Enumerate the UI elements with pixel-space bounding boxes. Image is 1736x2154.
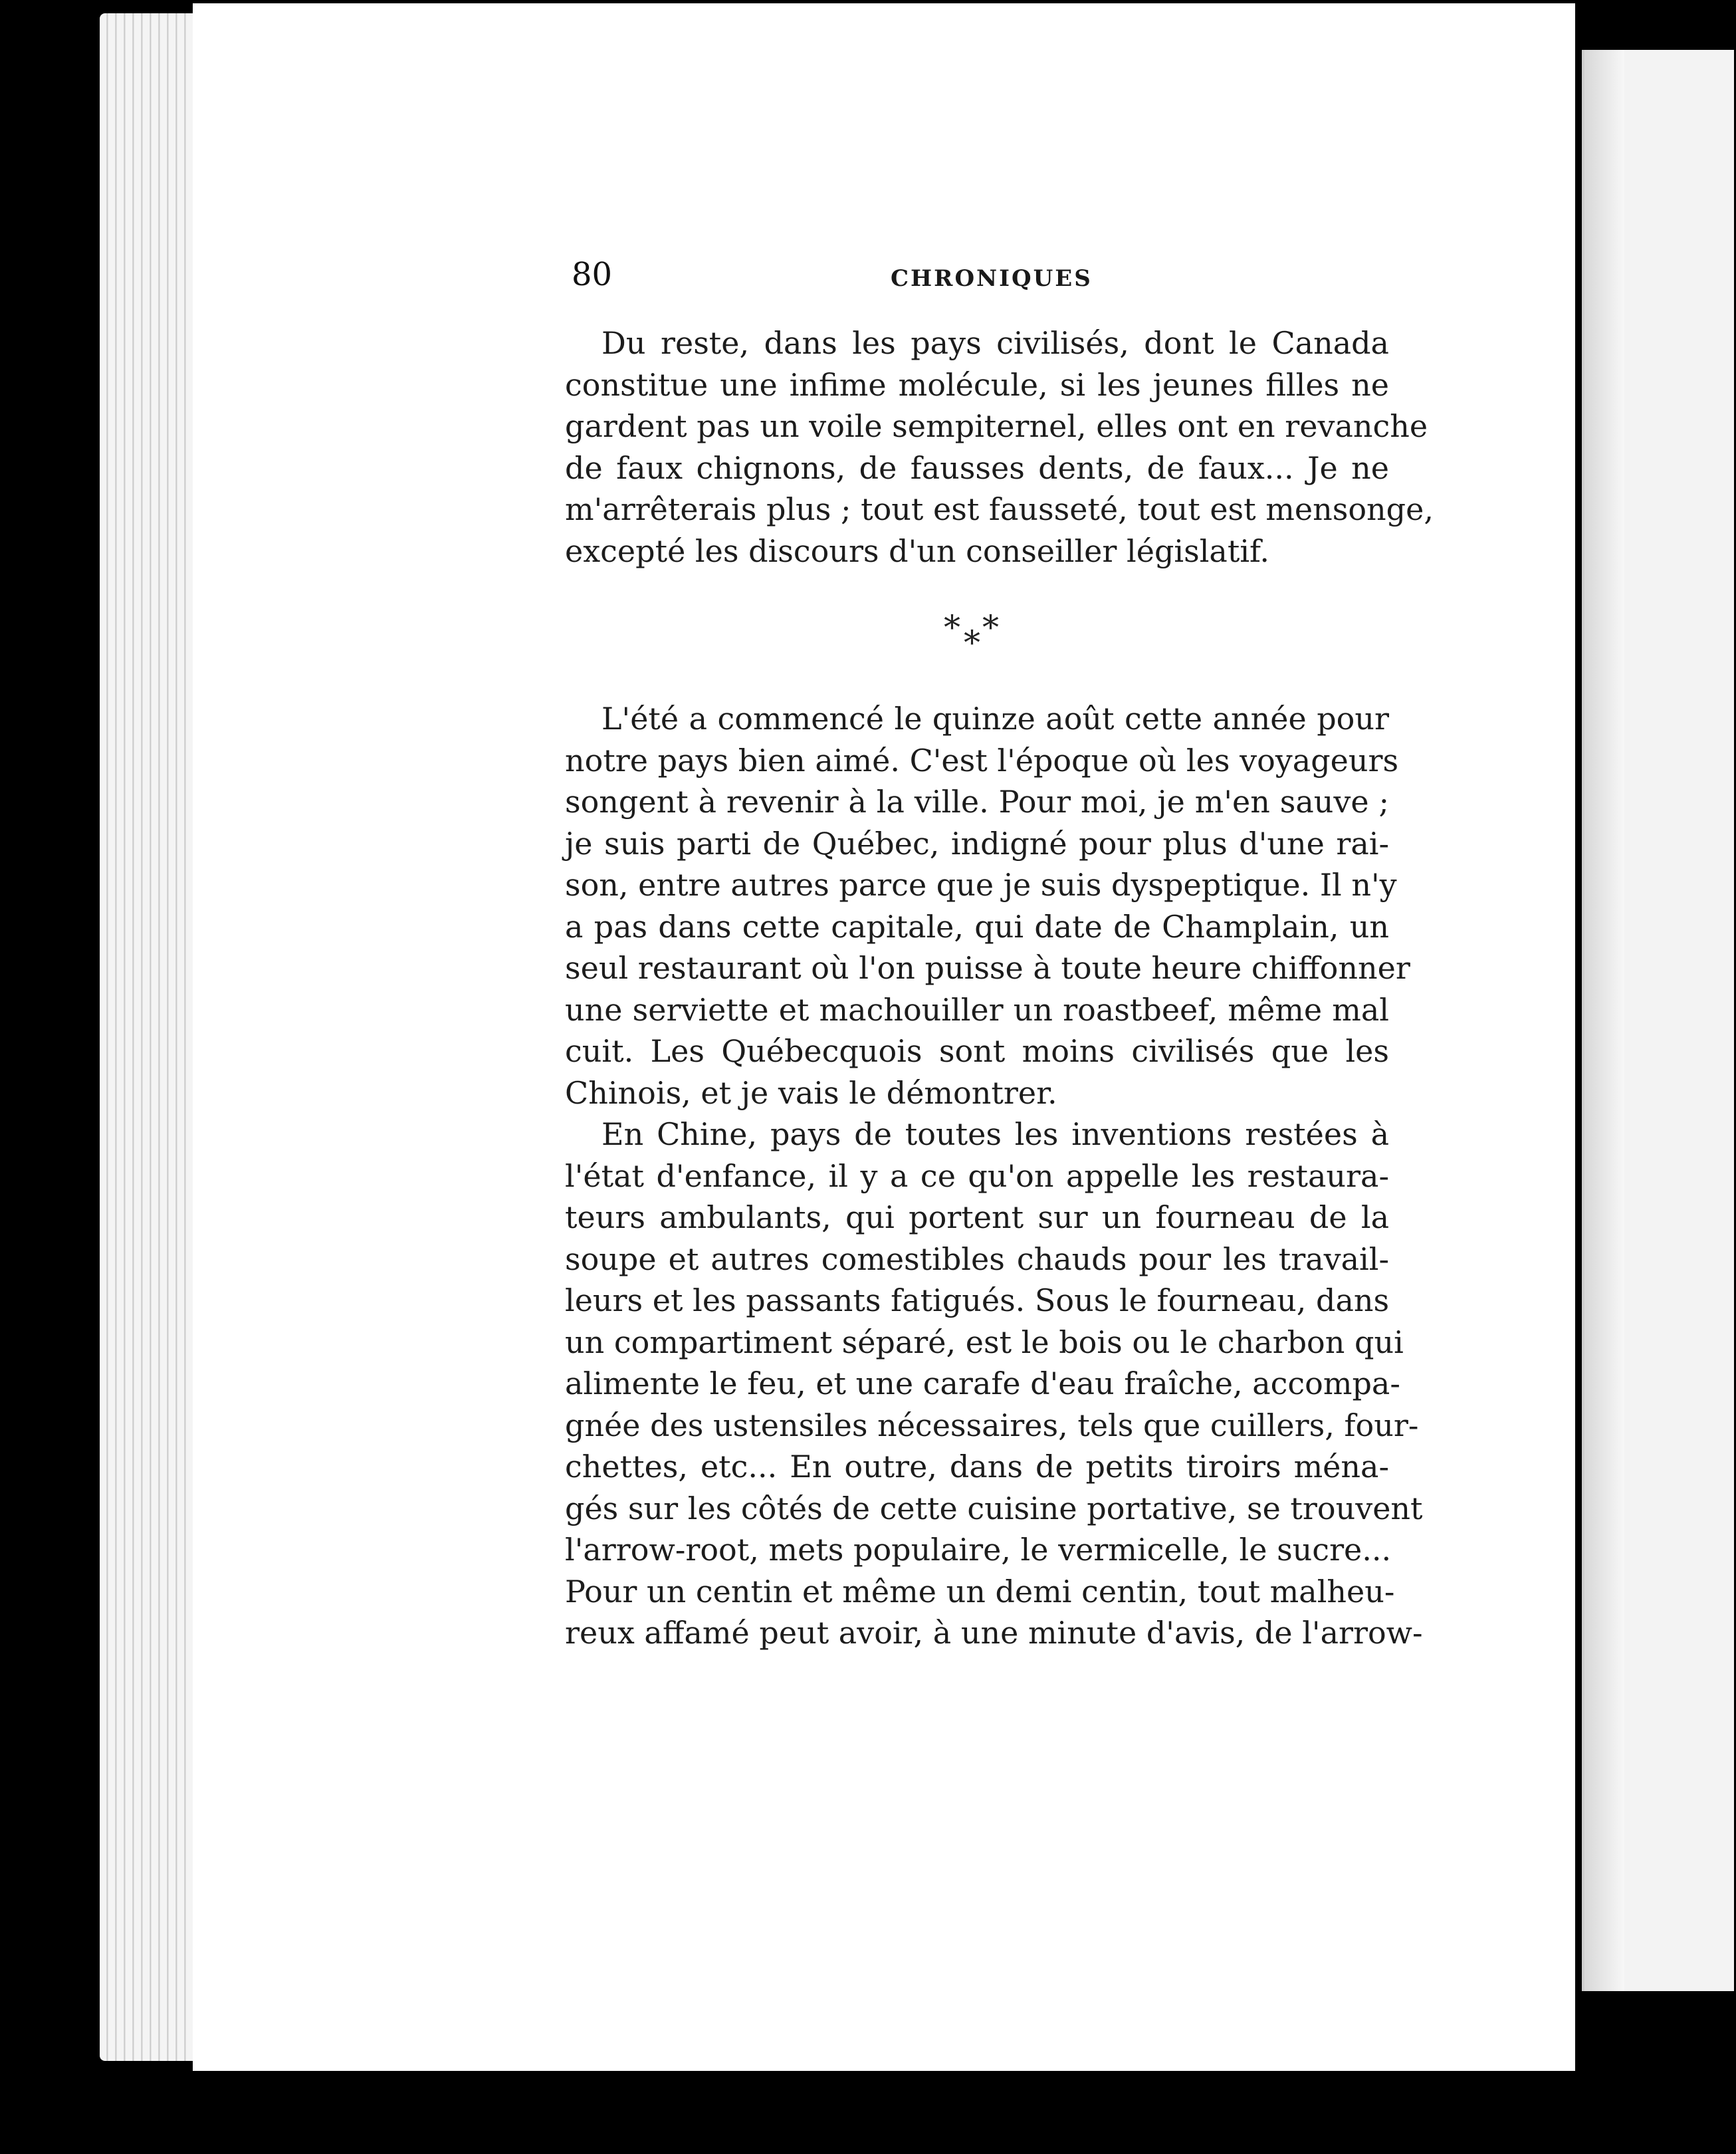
- asterism-star: *: [982, 608, 999, 647]
- gutter-shadow: [1584, 50, 1624, 1991]
- text-line: excepté les discours d'un conseiller législatif.: [565, 533, 1270, 569]
- text-line: Chinois, et je vais le démontrer.: [565, 1074, 1057, 1111]
- text-line: Du reste, dans les pays civilisés, dont le Canada: [601, 325, 1389, 361]
- text-line: un compartiment séparé, est le bois ou le charbon qui: [565, 1324, 1404, 1360]
- text-line: chettes, etc... En outre, dans de petits tiroirs ména-: [565, 1449, 1389, 1485]
- text-line: L'été a commencé le quinze août cette année pour: [601, 701, 1389, 737]
- text-line: l'état d'enfance, il y a ce qu'on appelle les restaura-: [565, 1157, 1389, 1194]
- running-title: CHRONIQUES: [891, 265, 1093, 292]
- text-line: leurs et les passants fatigués. Sous le fourneau, dans: [565, 1282, 1390, 1318]
- text-line: reux affamé peut avoir, à une minute d'avis, de l'arrow-: [565, 1615, 1423, 1651]
- paragraph-1: [565, 322, 1434, 572]
- book-page: [193, 3, 1575, 2071]
- text-line: je suis parti de Québec, indigné pour plus d'une rai-: [565, 825, 1389, 862]
- page-number: 80: [572, 256, 613, 293]
- text-line: soupe et autres comestibles chauds pour les travail-: [565, 1241, 1389, 1277]
- asterism-star: *: [944, 608, 960, 647]
- paragraph-2: [565, 698, 1410, 1114]
- text-line: cuit. Les Québecquois sont moins civilisés que les: [565, 1033, 1389, 1069]
- paragraph-3: [565, 1114, 1423, 1654]
- text-line: Pour un centin et même un demi centin, tout malheu-: [565, 1573, 1395, 1610]
- text-line: gnée des ustensiles nécessaires, tels que cuillers, four-: [565, 1407, 1419, 1443]
- text-line: notre pays bien aimé. C'est l'époque où les voyageurs: [565, 742, 1399, 778]
- facing-page-edge: [1582, 50, 1734, 1991]
- text-line: En Chine, pays de toutes les inventions restées à: [601, 1116, 1389, 1152]
- asterism-star: *: [964, 624, 980, 662]
- text-line: gés sur les côtés de cette cuisine portative, se trouvent: [565, 1490, 1423, 1526]
- text-line: teurs ambulants, qui portent sur un fourneau de la: [565, 1199, 1389, 1235]
- text-line: son, entre autres parce que je suis dyspeptique. Il n'y: [565, 867, 1397, 903]
- text-line: constitue une infime molécule, si les jeunes filles ne: [565, 366, 1389, 403]
- body-text: [565, 322, 1434, 1654]
- text-line: gardent pas un voile sempiternel, elles ont en revanche: [565, 408, 1428, 444]
- text-line: seul restaurant où l'on puisse à toute heure chiffonner: [565, 950, 1410, 986]
- section-separator: [565, 572, 1389, 698]
- running-head: [572, 256, 1303, 316]
- text-line: alimente le feu, et une carafe d'eau fraîche, accompa-: [565, 1366, 1400, 1401]
- text-line: a pas dans cette capitale, qui date de Champlain, un: [565, 908, 1389, 945]
- text-line: l'arrow-root, mets populaire, le vermicelle, le sucre...: [565, 1532, 1392, 1568]
- text-line: m'arrêterais plus ; tout est fausseté, tout est mensonge,: [565, 491, 1434, 527]
- text-line: une serviette et machouiller un roastbeef, même mal: [565, 991, 1389, 1028]
- text-line: de faux chignons, de fausses dents, de faux... Je ne: [565, 449, 1389, 486]
- text-line: songent à revenir à la ville. Pour moi, je m'en sauve ;: [565, 784, 1389, 820]
